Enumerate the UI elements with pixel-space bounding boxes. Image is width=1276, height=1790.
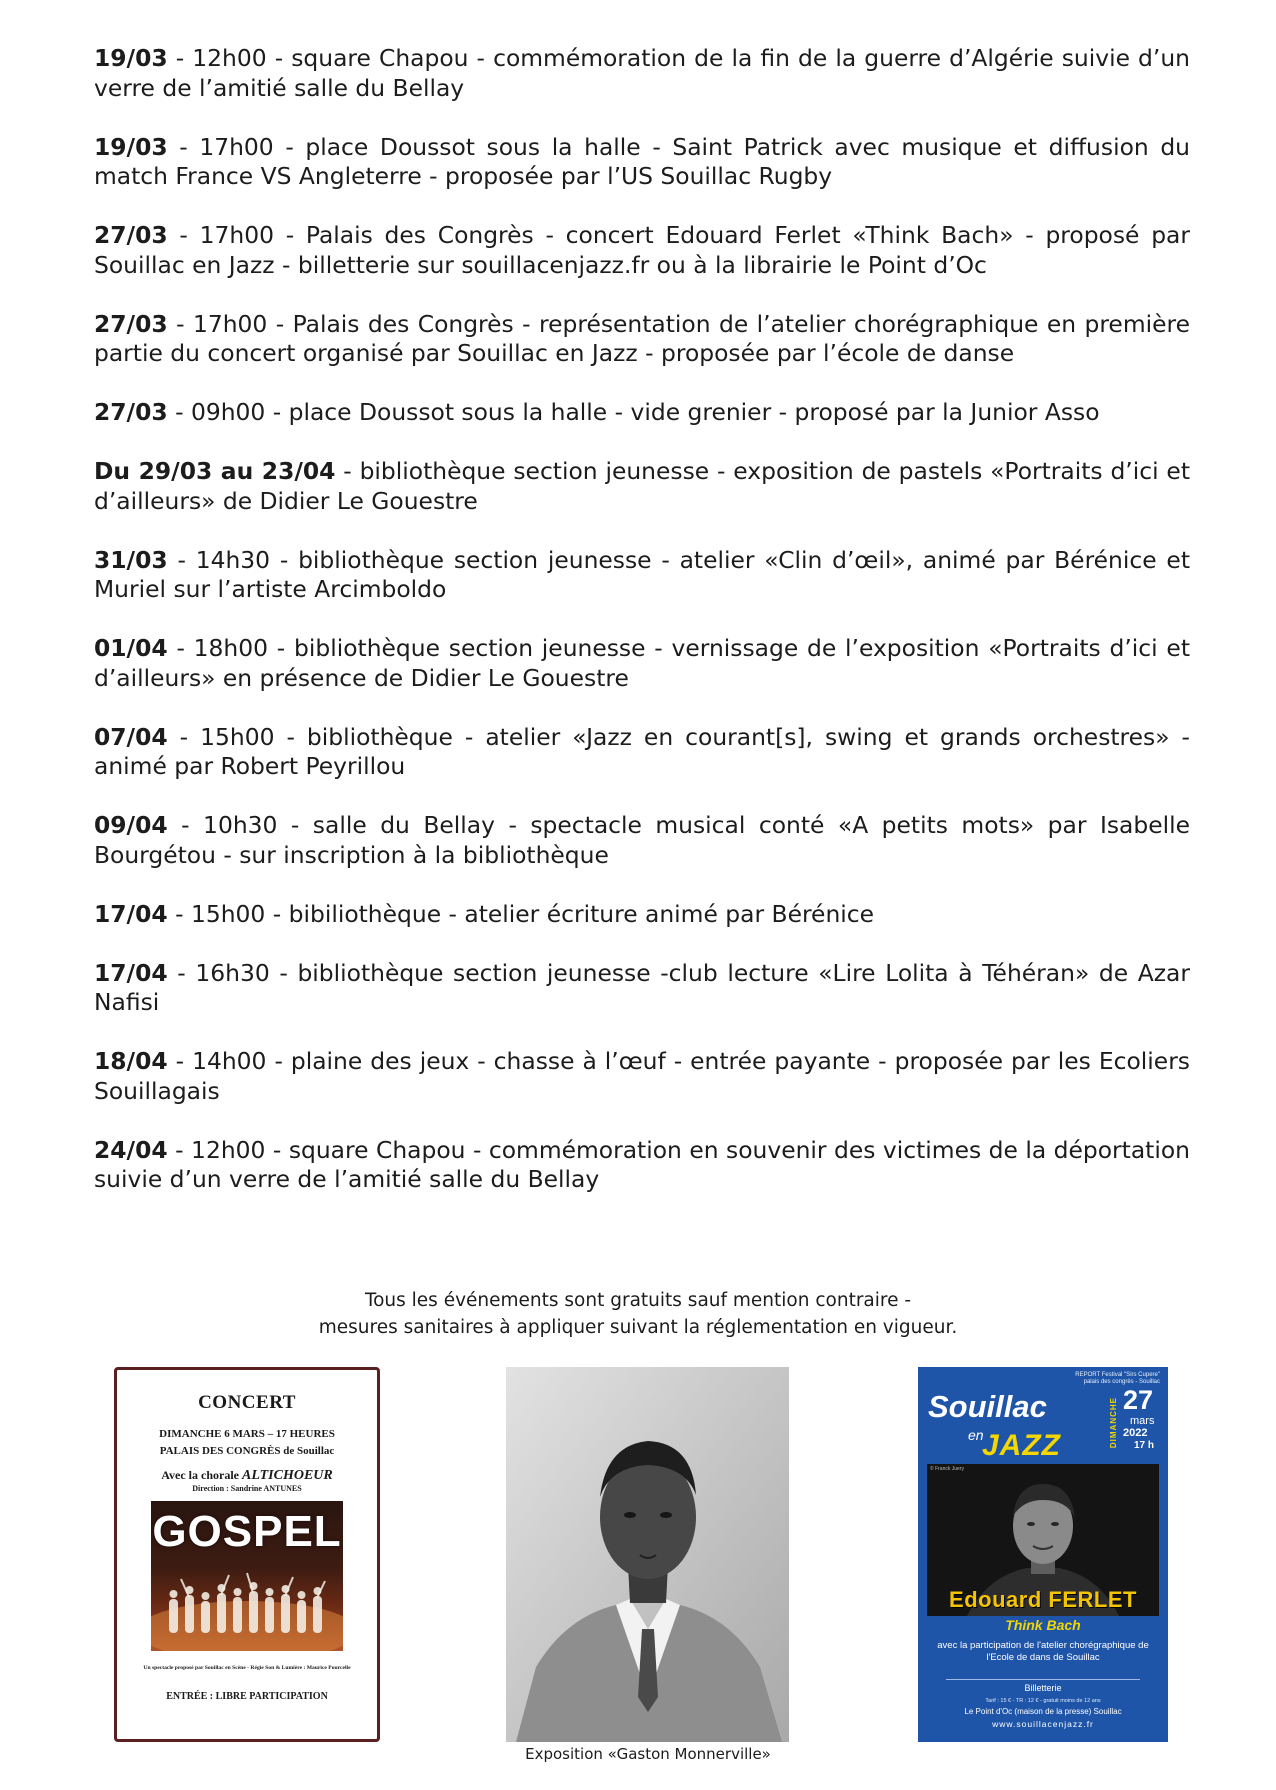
event-item bbox=[94, 723, 1190, 782]
event-description: - 17h00 - Palais des Congrès - concert Edouard Ferlet «Think Bach» - proposé par Souillac en Jazz - billetterie sur souillacenjazz.fr ou à la librairie le Point d’Oc bbox=[94, 221, 1190, 279]
events-list bbox=[94, 44, 1190, 1224]
notice-line-2: mesures sanitaires à appliquer suivant la réglementation en vigueur. bbox=[318, 1317, 958, 1338]
event-description: - 12h00 - square Chapou - commémoration en souvenir des victimes de la déportation suivie d’un verre de l’amitié salle du Bellay bbox=[94, 1135, 1190, 1193]
poster-date: DIMANCHE 6 MARS – 17 HEURES bbox=[159, 1428, 335, 1440]
portrait-caption: Exposition «Gaston Monnerville» bbox=[525, 1745, 771, 1763]
poster-title: CONCERT bbox=[198, 1392, 296, 1413]
event-description: - 18h00 - bibliothèque section jeunesse - vernissage de l’exposition «Portraits d’ici et d’ailleurs» en présence de Didier Le Gouestre bbox=[94, 634, 1190, 692]
day-number: 27 bbox=[1123, 1385, 1154, 1415]
portrait-photo bbox=[506, 1367, 789, 1742]
ticketing-label: Billetterie bbox=[1024, 1683, 1062, 1693]
event-date: 24/04 bbox=[94, 1135, 168, 1164]
event-item bbox=[94, 310, 1190, 369]
event-description: - bibliothèque section jeunesse - exposition de pastels «Portraits d’ici et d’ailleurs» de Didier Le Gouestre bbox=[94, 457, 1190, 515]
month: mars bbox=[1130, 1415, 1155, 1427]
brand-souillac: Souillac bbox=[928, 1389, 1047, 1424]
brand-en: en bbox=[968, 1427, 984, 1443]
event-item bbox=[94, 398, 1190, 428]
event-item bbox=[94, 634, 1190, 693]
event-date: 27/03 bbox=[94, 221, 168, 249]
poster-direction: Direction : Sandrine ANTUNES bbox=[192, 1484, 302, 1493]
event-description: - 17h00 - Palais des Congrès - représentation de l’atelier chorégraphique en première partie du concert organisé par Souillac en Jazz - proposée par l’école de danse bbox=[94, 309, 1190, 367]
portrait-image bbox=[506, 1367, 789, 1742]
jazz-concert-poster bbox=[918, 1367, 1168, 1742]
event-item bbox=[94, 1047, 1190, 1106]
event-item bbox=[94, 811, 1190, 870]
event-item bbox=[94, 133, 1190, 192]
participation-note: avec la participation de l'atelier chorégraphique de l'Ecole de dans de Souillac bbox=[937, 1640, 1149, 1663]
event-item bbox=[94, 1136, 1190, 1195]
singers-silhouettes bbox=[151, 1561, 343, 1651]
event-date: Du 29/03 au 23/04 bbox=[94, 457, 336, 485]
day-word: DIMANCHE bbox=[1109, 1397, 1118, 1449]
event-description: - 10h30 - salle du Bellay - spectacle musical conté «A petits mots» par Isabelle Bourgétou - sur inscription à la bibliothèque bbox=[94, 811, 1190, 869]
event-date: 18/04 bbox=[94, 1047, 168, 1075]
event-item bbox=[94, 900, 1190, 930]
divider bbox=[946, 1679, 1140, 1680]
choir-prefix: Avec la chorale bbox=[161, 1468, 242, 1482]
year: 2022 bbox=[1123, 1427, 1148, 1439]
hour: 17 h bbox=[1134, 1440, 1155, 1451]
event-description: - 09h00 - place Doussot sous la halle - vide grenier - proposé par la Junior Asso bbox=[167, 398, 1100, 426]
poster-header-note bbox=[1075, 1372, 1160, 1386]
event-date: 31/03 bbox=[94, 545, 168, 574]
notice-line-1: Tous les événements sont gratuits sauf mention contraire - bbox=[364, 1290, 912, 1311]
photo-credit: © Franck Juery bbox=[930, 1466, 964, 1472]
event-date: 19/03 bbox=[94, 44, 168, 72]
event-date: 27/03 bbox=[94, 309, 168, 338]
event-date: 01/04 bbox=[94, 634, 168, 662]
event-date: 27/03 bbox=[94, 398, 168, 426]
event-date: 19/03 bbox=[94, 132, 168, 161]
event-description: - 17h00 - place Doussot sous la halle - Saint Patrick avec musique et diffusion du match France VS Angleterre - proposée par l’US Souillac Rugby bbox=[94, 132, 1190, 190]
gospel-stage-photo bbox=[151, 1501, 343, 1651]
free-events-notice bbox=[0, 1287, 1276, 1341]
ticket-place: Le Point d'Oc (maison de la presse) Souillac bbox=[964, 1707, 1122, 1716]
event-description: - 12h00 - square Chapou - commémoration de la fin de la guerre d’Algérie suivie d’un verre de l’amitié salle du Bellay bbox=[94, 44, 1190, 102]
ticket-prices: Tarif : 15 € - TR : 12 € - gratuit moins de 12 ans bbox=[985, 1698, 1101, 1704]
event-description: - 15h00 - bibliothèque - atelier «Jazz en courant[s], swing et grands orchestres» - animé par Robert Peyrillou bbox=[94, 722, 1190, 780]
event-item bbox=[94, 959, 1190, 1018]
poster-entry: ENTRÉE : LIBRE PARTICIPATION bbox=[166, 1691, 328, 1702]
event-item bbox=[94, 221, 1190, 280]
event-item bbox=[94, 546, 1190, 605]
event-date: 17/04 bbox=[94, 958, 168, 987]
show-title: Think Bach bbox=[1005, 1617, 1081, 1633]
header-note-line-1: REPORT Festival "Sirs Cupere" bbox=[1075, 1372, 1160, 1378]
gospel-word: GOSPEL bbox=[152, 1507, 342, 1556]
event-date: 07/04 bbox=[94, 722, 168, 751]
website-url: www.souillacenjazz.fr bbox=[992, 1719, 1094, 1729]
event-description: - 14h30 - bibliothèque section jeunesse - atelier «Clin d’œil», animé par Bérénice et Muriel sur l’artiste Arcimboldo bbox=[94, 545, 1190, 603]
event-item bbox=[94, 44, 1190, 103]
poster-venue: PALAIS DES CONGRÈS de Souillac bbox=[159, 1445, 335, 1457]
event-description: - 14h00 - plaine des jeux - chasse à l’œuf - entrée payante - proposée par les Ecoliers Souillagais bbox=[94, 1047, 1190, 1105]
event-date: 17/04 bbox=[94, 899, 168, 928]
artist-name: Edouard FERLET bbox=[949, 1587, 1137, 1612]
header-note-line-2: palais des congrès - Souillac bbox=[1083, 1379, 1160, 1385]
poster-choir bbox=[117, 1468, 377, 1484]
event-description: - 16h30 - bibliothèque section jeunesse -club lecture «Lire Lolita à Téhéran» de Azar Nafisi bbox=[94, 958, 1190, 1016]
event-date: 09/04 bbox=[94, 811, 168, 839]
poster-credit: Un spectacle proposé par Souillac en Scène - Régie Son & Lumière : Maurice Pourcelle bbox=[143, 1665, 351, 1671]
event-description: - 15h00 - bibiliothèque - atelier écriture animé par Bérénice bbox=[167, 899, 875, 928]
event-item bbox=[94, 457, 1190, 516]
brand-jazz: JAZZ bbox=[982, 1429, 1061, 1462]
gospel-concert-poster bbox=[114, 1367, 380, 1742]
choir-name: ALTICHOEUR bbox=[241, 1468, 333, 1483]
